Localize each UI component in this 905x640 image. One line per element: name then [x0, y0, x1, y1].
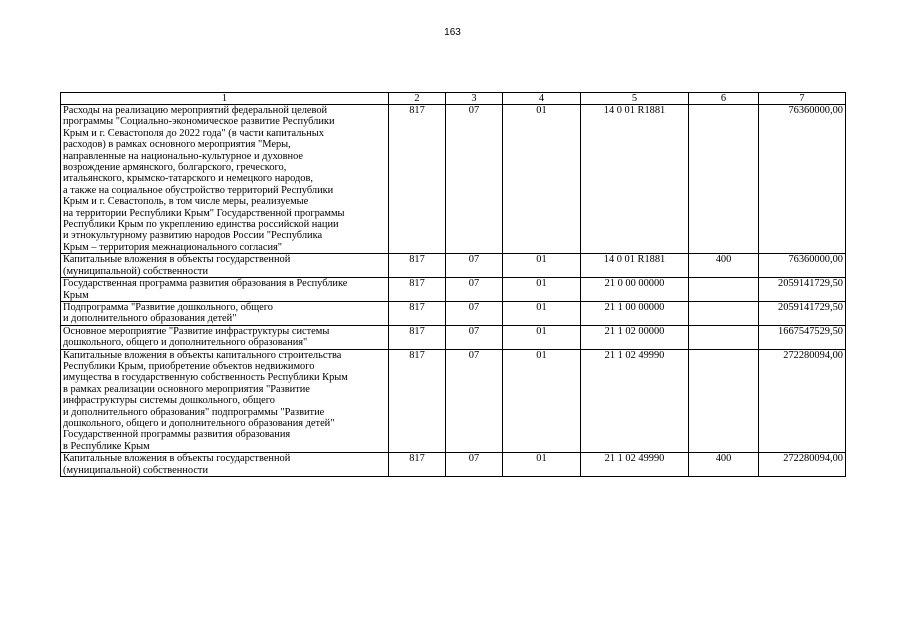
target-article-cell: 21 1 02 49990 [581, 349, 689, 453]
subsection-code-cell: 01 [503, 453, 581, 477]
header-cell: 5 [581, 93, 689, 105]
section-code-cell: 07 [446, 325, 503, 349]
expense-name-line: инфраструктуры системы дошкольного, общего [63, 395, 275, 407]
expense-type-cell [689, 278, 759, 302]
target-article-cell: 14 0 01 R1881 [581, 105, 689, 254]
expense-name-line: Капитальные вложения в объекты капитального строительства [63, 349, 342, 361]
expense-name-line: Государственная программа развития образования в Республике [63, 278, 348, 290]
target-article-cell: 21 1 00 00000 [581, 301, 689, 325]
expense-name-line: Крым – территория межнационального согласия" [63, 241, 283, 253]
expense-name-line: Расходы на реализацию мероприятий федеральной целевой [63, 105, 328, 116]
expense-name-line: Капитальные вложения в объекты государственной [63, 254, 291, 266]
header-row [61, 93, 846, 105]
expense-name-line: Подпрограмма "Развитие дошкольного, общего [63, 301, 273, 313]
expense-name-line: (муниципальной) собственности [63, 464, 209, 476]
expense-name-line: дошкольного, общего и дополнительного образования детей" [63, 417, 335, 429]
expense-name-line: программы "Социально-экономическое развитие Республики [63, 116, 335, 128]
header-cell: 1 [61, 93, 389, 105]
amount-cell: 76360000,00 [759, 254, 846, 278]
expense-name-line: итальянского, крымско-татарского и немецкого народов, [63, 173, 313, 185]
expense-name-line: имущества в государственную собственность Республики Крым [63, 372, 348, 384]
table-row [61, 278, 846, 302]
expense-name-line: на территории Республики Крым" Государственной программы [63, 207, 345, 219]
subsection-code-cell: 01 [503, 254, 581, 278]
expense-name-cell [61, 301, 389, 325]
expense-type-cell [689, 325, 759, 349]
expense-name-line: Крым и г. Севастополь, в том числе меры, реализуемые [63, 196, 309, 208]
section-code-cell: 07 [446, 254, 503, 278]
expense-name-line: и дополнительного образования детей" [63, 313, 237, 325]
expense-name-line: направленные на национально-культурное и духовное [63, 150, 304, 162]
expense-name-line: а также на социальное обустройство территорий Республики [63, 184, 334, 196]
expense-name-line: в Республике Крым [63, 440, 150, 452]
target-article-cell: 21 0 00 00000 [581, 278, 689, 302]
expense-name-line: возрождение армянского, болгарского, греческого, [63, 162, 287, 174]
target-article-cell: 14 0 01 R1881 [581, 254, 689, 278]
expense-name-line: Капитальные вложения в объекты государственной [63, 453, 291, 465]
amount-cell: 272280094,00 [759, 453, 846, 477]
expense-name-line: Основное мероприятие "Развитие инфраструктуры системы [63, 325, 330, 337]
header-cell: 6 [689, 93, 759, 105]
ministry-code-cell: 817 [389, 301, 446, 325]
amount-cell: 1667547529,50 [759, 325, 846, 349]
expense-type-cell [689, 301, 759, 325]
expense-name-cell [61, 254, 389, 278]
expense-name-cell [61, 349, 389, 453]
section-code-cell: 07 [446, 105, 503, 254]
expense-name-cell [61, 453, 389, 477]
page-number: 163 [444, 27, 461, 38]
amount-cell: 76360000,00 [759, 105, 846, 254]
amount-cell: 272280094,00 [759, 349, 846, 453]
expense-name-cell [61, 278, 389, 302]
target-article-cell: 21 1 02 00000 [581, 325, 689, 349]
subsection-code-cell: 01 [503, 105, 581, 254]
expense-type-cell: 400 [689, 453, 759, 477]
header-cell: 4 [503, 93, 581, 105]
expense-name-line: в рамках реализации основного мероприятия "Развитие [63, 383, 310, 395]
subsection-code-cell: 01 [503, 301, 581, 325]
header-cell: 3 [446, 93, 503, 105]
table-row [61, 325, 846, 349]
expense-name-line: Республики Крым по укреплению единства российской нации [63, 219, 339, 231]
expense-name-line: Крым [63, 289, 89, 301]
expense-name-line: (муниципальной) собственности [63, 265, 209, 277]
expense-name-line: и этнокультурному развитию народов России "Республика [63, 230, 323, 242]
ministry-code-cell: 817 [389, 254, 446, 278]
header-cell: 2 [389, 93, 446, 105]
expense-name-cell [61, 105, 389, 254]
subsection-code-cell: 01 [503, 325, 581, 349]
expense-name-line: дошкольного, общего и дополнительного образования" [63, 337, 308, 349]
subsection-code-cell: 01 [503, 349, 581, 453]
section-code-cell: 07 [446, 453, 503, 477]
expense-name-line: Государственной программы развития образования [63, 429, 291, 441]
section-code-cell: 07 [446, 301, 503, 325]
section-code-cell: 07 [446, 349, 503, 453]
expense-name-cell [61, 325, 389, 349]
amount-cell: 2059141729,50 [759, 301, 846, 325]
table-row [61, 254, 846, 278]
expense-type-cell [689, 105, 759, 254]
expense-name-line: и дополнительного образования" подпрограммы "Развитие [63, 406, 325, 418]
ministry-code-cell: 817 [389, 349, 446, 453]
expense-name-line: расходов) в рамках основного мероприятия "Меры, [63, 139, 291, 151]
section-code-cell: 07 [446, 278, 503, 302]
ministry-code-cell: 817 [389, 325, 446, 349]
header-cell: 7 [759, 93, 846, 105]
expense-type-cell: 400 [689, 254, 759, 278]
ministry-code-cell: 817 [389, 278, 446, 302]
expense-name-line: Республики Крым, приобретение объектов недвижимого [63, 360, 315, 372]
ministry-code-cell: 817 [389, 453, 446, 477]
amount-cell: 2059141729,50 [759, 278, 846, 302]
table-row [61, 349, 846, 453]
subsection-code-cell: 01 [503, 278, 581, 302]
target-article-cell: 21 1 02 49990 [581, 453, 689, 477]
ministry-code-cell: 817 [389, 105, 446, 254]
budget-table [60, 92, 846, 477]
table-row [61, 301, 846, 325]
expense-type-cell [689, 349, 759, 453]
expense-name-line: Крым и г. Севастополя до 2022 года" (в части капитальных [63, 127, 324, 139]
table-row [61, 105, 846, 254]
table-row [61, 453, 846, 477]
